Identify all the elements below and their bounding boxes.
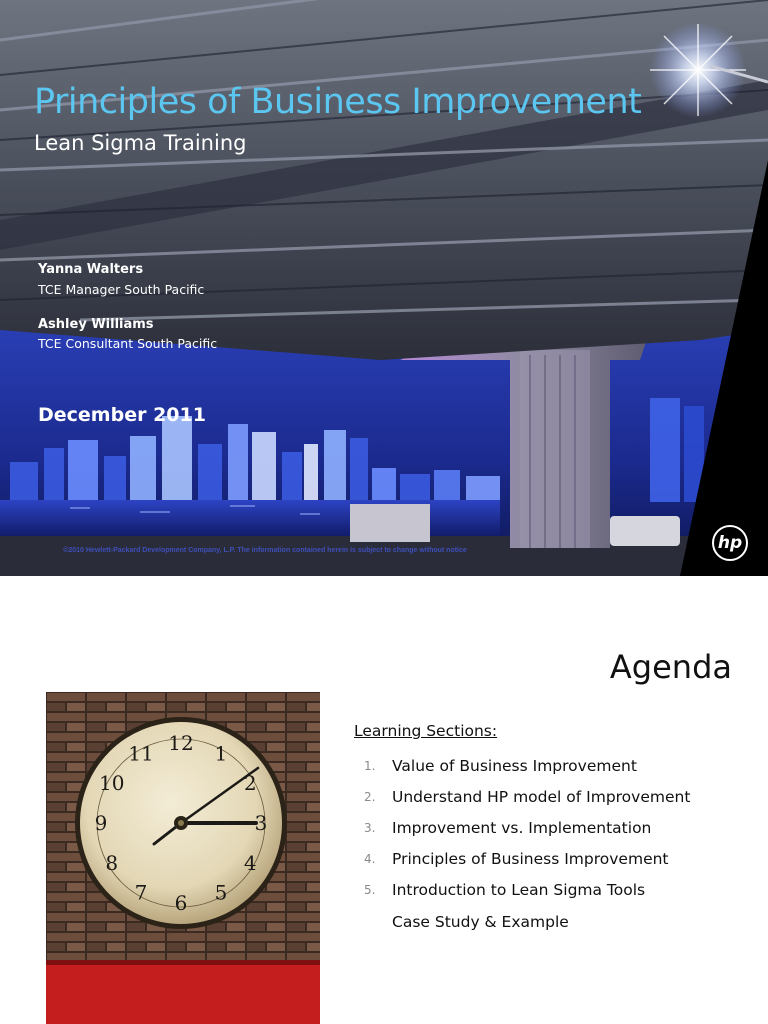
clock-photo <box>46 692 320 1024</box>
agenda-item-text: Introduction to Lean Sigma Tools <box>392 881 646 900</box>
learning-sections-heading: Learning Sections: <box>354 722 498 740</box>
clock-numeral: 7 <box>134 880 148 905</box>
presenter-name-1: Yanna Walters <box>38 262 144 277</box>
clock-numeral: 11 <box>128 741 154 766</box>
agenda-list <box>364 750 690 937</box>
agenda-item <box>364 750 690 781</box>
copyright-notice: ©2010 Hewlett-Packard Development Company, L.P. The information contained herein is subject to change without notice <box>63 547 467 554</box>
clock-numeral: 4 <box>243 851 257 875</box>
agenda-item <box>364 906 690 937</box>
clock-numeral: 10 <box>98 771 125 795</box>
clock-numeral: 2 <box>243 771 257 795</box>
presenter-role-2: TCE Consultant South Pacific <box>38 336 218 351</box>
clock-numeral: 8 <box>105 851 119 875</box>
agenda-item <box>364 844 690 875</box>
presentation-date: December 2011 <box>38 404 206 426</box>
agenda-item-text: Value of Business Improvement <box>392 756 637 775</box>
presentation-subtitle: Lean Sigma Training <box>34 131 247 155</box>
agenda-item-text: Understand HP model of Improvement <box>392 787 691 806</box>
agenda-item-number: 3. <box>364 820 376 835</box>
agenda-item-number: 1. <box>364 758 376 773</box>
red-shelf <box>46 960 320 1024</box>
clock-numeral: 3 <box>254 811 268 835</box>
clock-numeral: 12 <box>168 731 194 755</box>
agenda-item-text: Principles of Business Improvement <box>392 850 669 869</box>
hp-logo-icon: hp <box>712 525 748 561</box>
agenda-item-text: Case Study & Example <box>392 912 569 931</box>
clock-numeral: 6 <box>174 891 188 915</box>
clock-numeral: 1 <box>214 741 228 766</box>
presenter-name-2: Ashley Williams <box>38 317 154 332</box>
clock-numeral: 5 <box>214 880 228 905</box>
clock-numeral: 9 <box>94 811 108 835</box>
wall-clock-illustration <box>46 692 320 1024</box>
agenda-item <box>364 875 690 906</box>
presenter-role-1: TCE Manager South Pacific <box>38 282 205 297</box>
agenda-title: Agenda <box>609 648 732 686</box>
agenda-item-number: 5. <box>364 883 376 898</box>
agenda-slide <box>0 596 768 1024</box>
agenda-item <box>364 812 690 843</box>
agenda-item <box>364 781 690 812</box>
agenda-item-number: 2. <box>364 789 376 804</box>
agenda-item-number: 4. <box>364 852 376 867</box>
agenda-item-text: Improvement vs. Implementation <box>392 818 652 837</box>
presentation-title: Principles of Business Improvement <box>34 82 642 122</box>
